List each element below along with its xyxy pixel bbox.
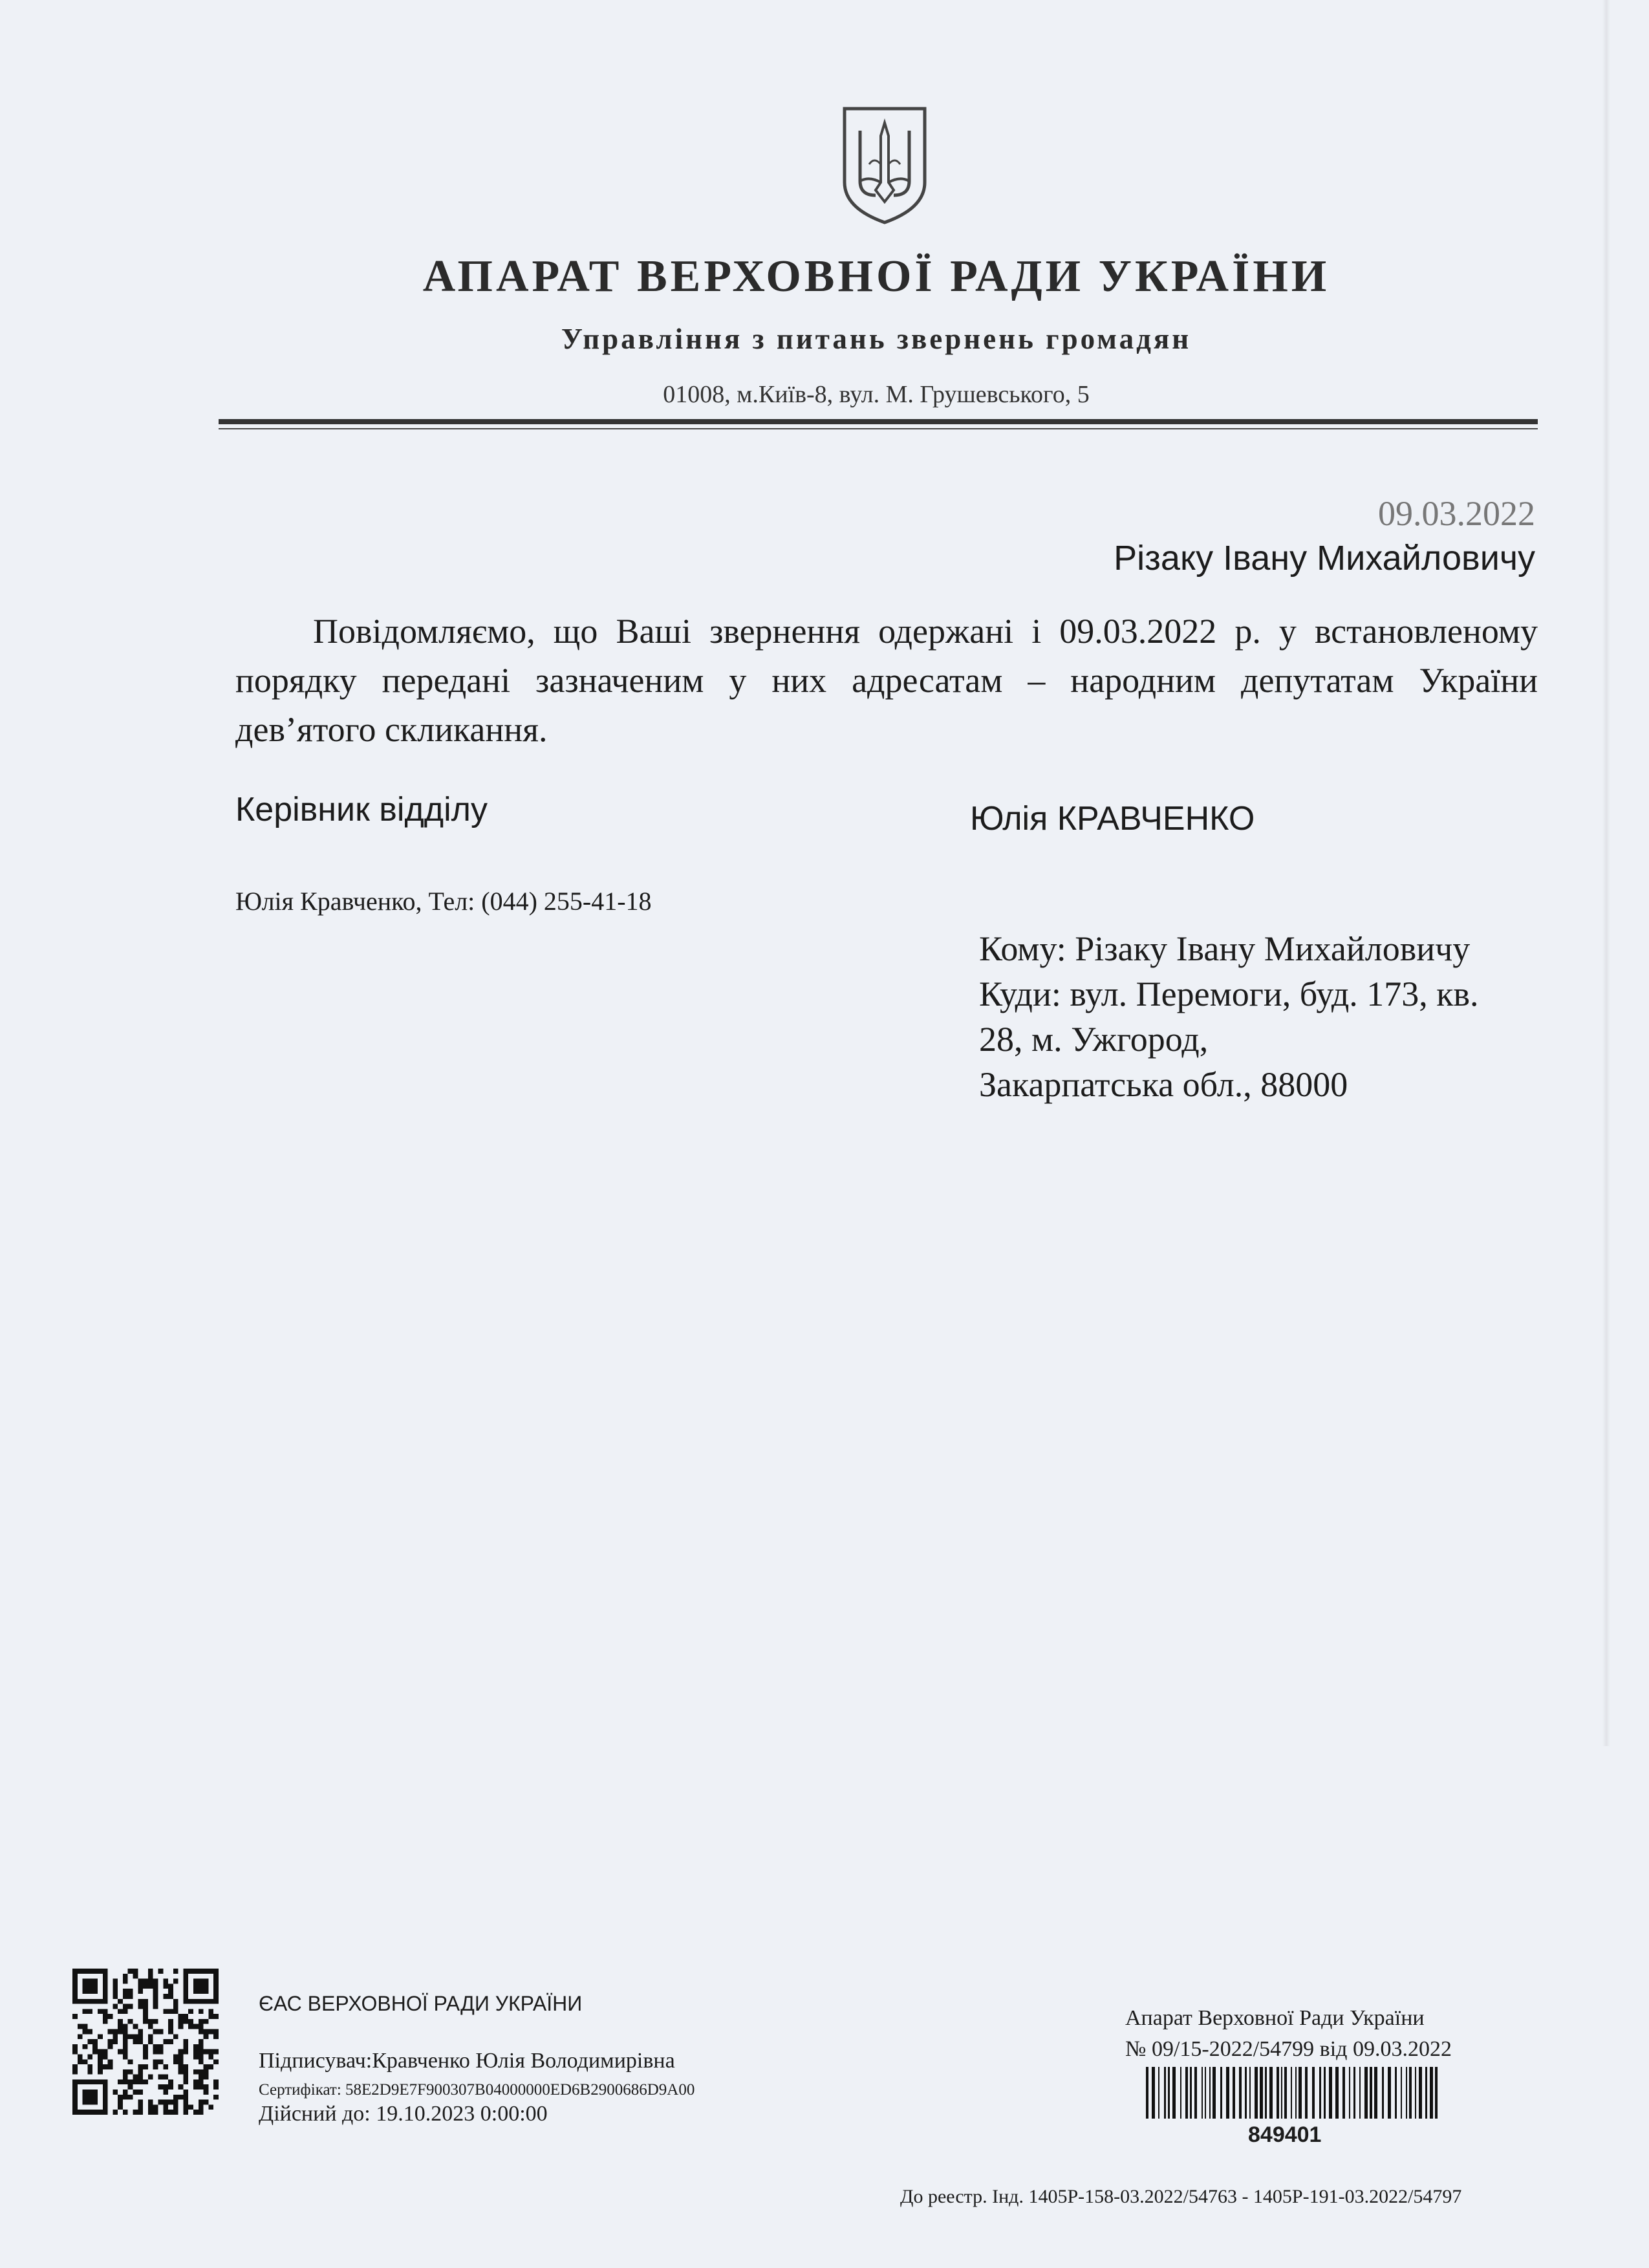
- address-city-line: 28, м. Ужгород,: [979, 1020, 1209, 1059]
- registration-organization: Апарат Верховної Ради України: [1125, 2006, 1425, 2030]
- e-signature-system: ЄАС ВЕРХОВНОЇ РАДИ УКРАЇНИ: [259, 1992, 583, 2015]
- e-signature-signer: Підписувач:Кравченко Юлія Володимирівна: [259, 2049, 675, 2073]
- letter-recipient: Різаку Івану Михайловичу: [1114, 539, 1535, 578]
- header-divider-thin: [219, 428, 1538, 429]
- signature-name: Юлія КРАВЧЕНКО: [970, 800, 1255, 837]
- tryzub-coat-of-arms-icon: [841, 105, 929, 226]
- organization-address: 01008, м.Київ-8, вул. М. Грушевського, 5: [663, 381, 1090, 408]
- registry-footer-note: До реестр. Інд. 1405Р-158-03.2022/54763 - 1405Р-191-03.2022/54797: [900, 2186, 1462, 2207]
- address-to-line: Кому: Різаку Івану Михайловичу: [979, 929, 1471, 968]
- address-region-line: Закарпатська обл., 88000: [979, 1065, 1348, 1104]
- department-name: Управління з питань звернень громадян: [561, 323, 1192, 355]
- executor-contact: Юлія Кравченко, Тел: (044) 255-41-18: [235, 887, 652, 916]
- barcode-number: 849401: [1248, 2122, 1322, 2147]
- header-divider-thick: [219, 419, 1538, 424]
- address-where-line: Куди: вул. Перемоги, буд. 173, кв.: [979, 975, 1479, 1013]
- letter-body: Повідомляємо, що Ваші звернення одержані і 09.03.2022 р. у встановленому порядку передані зазначеним у них адресатам – народним депутатам України дев’ятого скликання.: [235, 612, 1538, 749]
- letter-date: 09.03.2022: [1378, 494, 1535, 533]
- qr-code-icon: [72, 1969, 219, 2115]
- e-signature-certificate: Сертифікат: 58E2D9E7F900307B04000000ED6B2900686D9A00: [259, 2081, 695, 2099]
- barcode-icon: [1143, 2067, 1441, 2119]
- organization-title: АПАРАТ ВЕРХОВНОЇ РАДИ УКРАЇНИ: [422, 252, 1330, 301]
- e-signature-valid-until: Дійсний до: 19.10.2023 0:00:00: [259, 2102, 548, 2126]
- registration-number: № 09/15-2022/54799 від 09.03.2022: [1125, 2037, 1452, 2061]
- signature-role: Керівник відділу: [235, 791, 488, 828]
- mailing-address-block: [979, 926, 1548, 1107]
